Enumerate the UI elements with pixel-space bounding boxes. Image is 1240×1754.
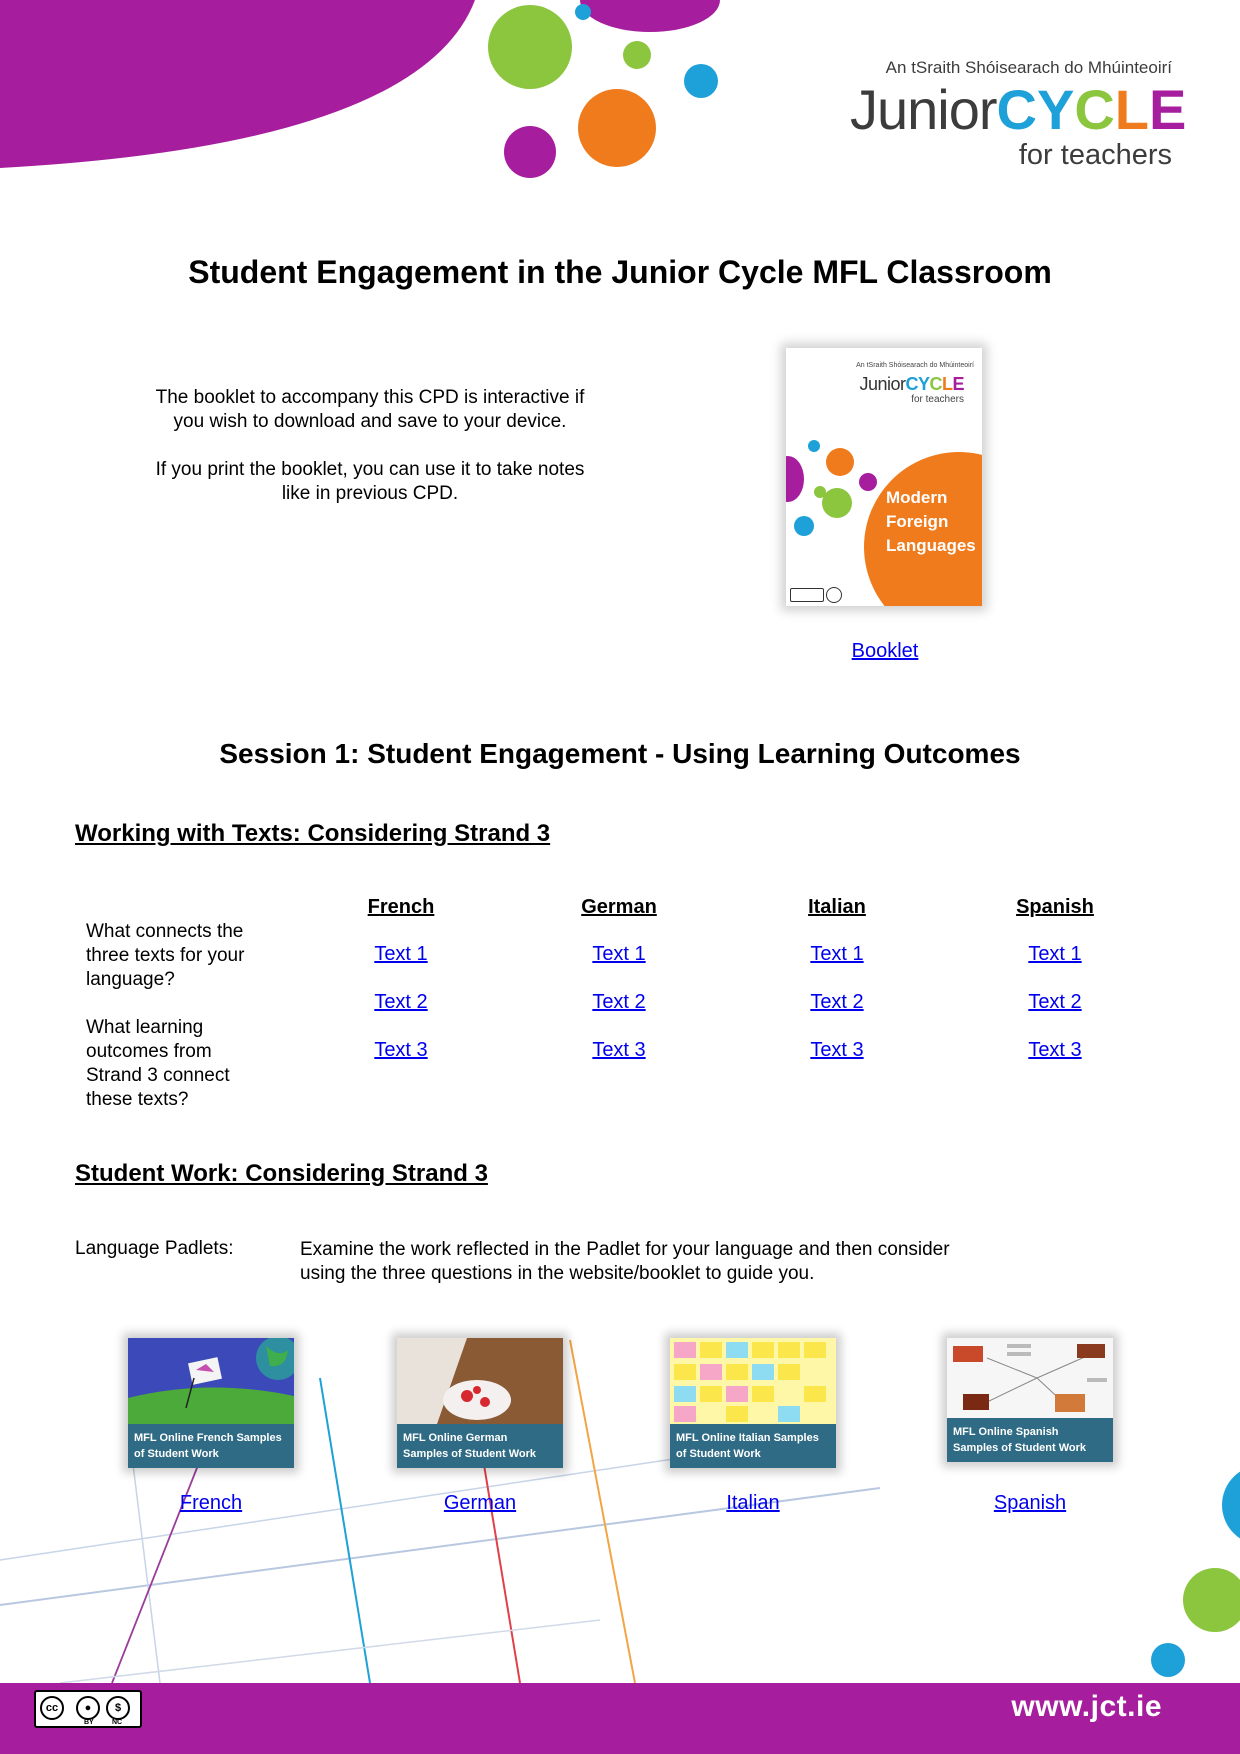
caption-line: Samples of Student Work [953, 1442, 1087, 1454]
padlets-instructions [300, 1238, 1060, 1286]
logo-subtitle: for teachers [1018, 139, 1172, 171]
french-text-1-link[interactable]: Text 1 [374, 943, 428, 965]
cover-logo-letter: E [952, 374, 964, 394]
cover-title-line: Foreign [886, 512, 949, 531]
caption-line: MFL Online French Samples [134, 1432, 282, 1444]
french-padlet-caption [128, 1424, 294, 1468]
cover-logo-letter: C [905, 374, 918, 394]
intro-paragraph-2 [120, 458, 620, 506]
booklet-cover-image[interactable] [786, 348, 982, 606]
spanish-padlet-thumbnail[interactable] [947, 1338, 1113, 1462]
language-heading: French [367, 896, 435, 918]
caption-line: MFL Online Spanish [953, 1426, 1059, 1438]
cc-nc-label: NC [112, 1719, 123, 1726]
italian-text-2-link[interactable]: Text 2 [810, 991, 864, 1013]
spanish-padlet-mindmap [947, 1338, 1113, 1418]
spanish-text-1-link[interactable]: Text 1 [1028, 943, 1082, 965]
cover-logo-cycle [905, 374, 964, 394]
german-text-1-link[interactable]: Text 1 [592, 943, 646, 965]
caption-line: of Student Work [676, 1448, 761, 1460]
question-line: these texts? [86, 1089, 189, 1110]
question-learning-outcomes [86, 1016, 286, 1112]
logo-cycle-letter: C [996, 78, 1037, 141]
creative-commons-badge [34, 1690, 142, 1728]
nc-noncommercial-icon: $ [106, 1696, 130, 1720]
cover-subtitle: for teachers [911, 394, 964, 405]
cc-by-label: BY [84, 1719, 94, 1726]
question-line: What learning [86, 1017, 204, 1038]
cover-title [886, 486, 976, 558]
cover-dot [826, 448, 854, 476]
cover-cc-icon [790, 588, 824, 602]
intro-line: The booklet to accompany this CPD is interactive if [155, 387, 585, 408]
question-line: Strand 3 connect [86, 1065, 230, 1086]
texts-section-heading: Working with Texts: Considering Strand 3 [75, 820, 551, 847]
logo-tagline: An tSraith Shóisearach do Mhúinteoirí [885, 58, 1172, 77]
italian-padlet-thumbnail[interactable] [670, 1338, 836, 1468]
italian-text-1-link[interactable]: Text 1 [810, 943, 864, 965]
french-text-2-link[interactable]: Text 2 [374, 991, 428, 1013]
question-line: What connects the [86, 921, 244, 942]
junior-cycle-logo [850, 58, 1187, 171]
german-text-2-link[interactable]: Text 2 [592, 991, 646, 1013]
cover-title-line: Modern [886, 488, 948, 507]
italian-padlet-caption [670, 1424, 836, 1468]
cover-dot [822, 488, 852, 518]
booklet-link[interactable]: Booklet [851, 640, 919, 662]
padlets-instructions-line: Examine the work reflected in the Padlet for your language and then consider [300, 1239, 950, 1260]
work-section-heading: Student Work: Considering Strand 3 [75, 1160, 488, 1187]
language-heading: German [581, 896, 657, 918]
french-padlet-thumbnail[interactable] [128, 1338, 294, 1468]
cover-logo-junior: Junior [859, 374, 906, 394]
logo-wordmark [850, 78, 1187, 141]
intro-line: you wish to download and save to your device. [173, 411, 567, 432]
logo-cycle-letter: C [1074, 78, 1115, 141]
logo-junior: Junior [850, 78, 997, 141]
french-text-3-link[interactable]: Text 3 [374, 1039, 428, 1061]
cover-logo-letter: Y [917, 374, 930, 394]
language-column-french [321, 896, 481, 1062]
language-column-german [539, 896, 699, 1062]
intro-line: like in previous CPD. [281, 483, 459, 504]
cover-logo [859, 374, 964, 395]
caption-line: of Student Work [134, 1448, 219, 1460]
spanish-text-2-link[interactable]: Text 2 [1028, 991, 1082, 1013]
french-padlet-artwork [128, 1338, 294, 1424]
cc-icon: cc [40, 1696, 64, 1720]
cover-tagline: An tSraith Shóisearach do Mhúinteoirí [856, 362, 974, 369]
spanish-padlet-link[interactable]: Spanish [993, 1492, 1067, 1514]
german-padlet-link[interactable]: German [443, 1492, 517, 1514]
spanish-padlet-caption [947, 1418, 1113, 1462]
cover-crest-icon [826, 587, 842, 603]
logo-cycle-letter: Y [1036, 78, 1075, 141]
cover-title-line: Languages [886, 536, 976, 555]
caption-line: MFL Online Italian Samples [676, 1432, 819, 1444]
cover-logo-letter: C [929, 374, 942, 394]
language-column-italian [757, 896, 917, 1062]
intro-paragraph-1 [120, 386, 620, 434]
german-padlet-thumbnail[interactable] [397, 1338, 563, 1468]
german-padlet-caption [397, 1424, 563, 1468]
session-title: Session 1: Student Engagement - Using Learning Outcomes [219, 738, 1021, 769]
caption-line: MFL Online German [403, 1432, 508, 1444]
logo-cycle-letter: L [1114, 78, 1150, 141]
logo-cycle [997, 78, 1187, 141]
question-line: three texts for your [86, 945, 245, 966]
question-connects [86, 920, 286, 992]
french-padlet-link[interactable]: French [179, 1492, 243, 1514]
question-line: outcomes from [86, 1041, 212, 1062]
caption-line: Samples of Student Work [403, 1448, 537, 1460]
padlets-label: Language Padlets: [75, 1238, 234, 1259]
cover-logo-letter: L [941, 374, 953, 394]
italian-text-3-link[interactable]: Text 3 [810, 1039, 864, 1061]
cover-dot [859, 473, 877, 491]
by-attribution-icon: ● [76, 1696, 100, 1720]
padlets-instructions-line: using the three questions in the website/booklet to guide you. [300, 1263, 815, 1284]
question-line: language? [86, 969, 175, 990]
language-heading: Italian [808, 896, 866, 918]
page-title: Student Engagement in the Junior Cycle MFL Classroom [188, 254, 1052, 290]
logo-cycle-letter: E [1149, 78, 1187, 141]
cover-dot [808, 440, 820, 452]
cover-dot [794, 516, 814, 536]
footer-website[interactable]: www.jct.ie [1011, 1690, 1162, 1723]
cover-dot [786, 456, 804, 502]
language-column-spanish [975, 896, 1135, 1062]
spanish-text-3-link[interactable]: Text 3 [1028, 1039, 1082, 1061]
german-padlet-photo [397, 1338, 563, 1424]
italian-padlet-notes [670, 1338, 836, 1424]
intro-line: If you print the booklet, you can use it to take notes [155, 459, 585, 480]
italian-padlet-link[interactable]: Italian [726, 1492, 780, 1514]
language-heading: Spanish [1016, 896, 1094, 918]
german-text-3-link[interactable]: Text 3 [592, 1039, 646, 1061]
